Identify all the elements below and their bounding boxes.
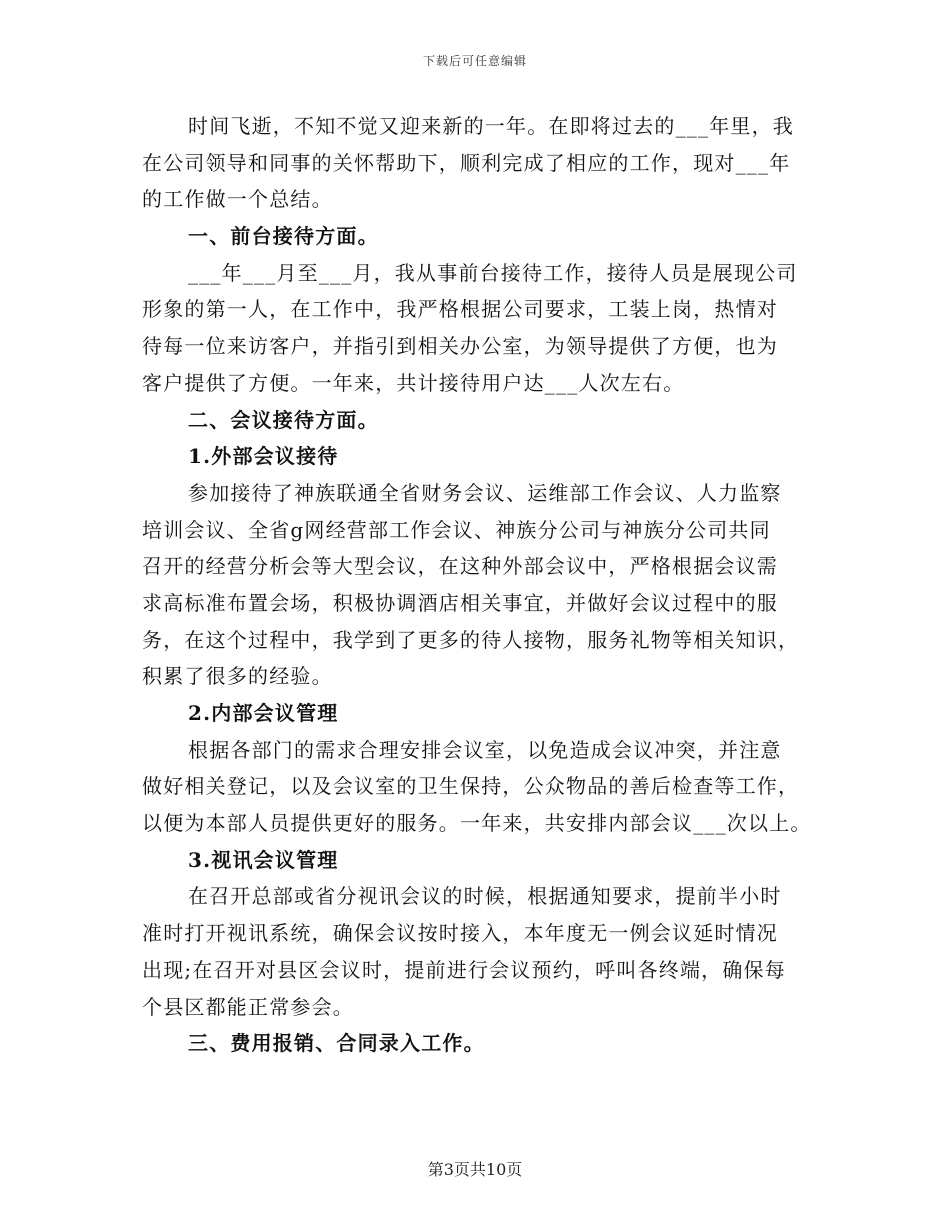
paragraph-line: 以便为本部人员提供更好的服务。一年来，共安排内部会议___次以上。 <box>142 811 812 836</box>
paragraph-line: 做好相关登记，以及会议室的卫生保持，公众物品的善后检查等工作， <box>142 774 800 799</box>
paragraph-line: 客户提供了方便。一年来，共计接待用户达___人次左右。 <box>142 370 685 395</box>
subsection-heading: 1.外部会议接待 <box>188 444 339 469</box>
paragraph-line: 召开的经营分析会等大型会议，在这种外部会议中，严格根据会议需 <box>142 554 778 579</box>
paragraph-line: 待每一位来访客户，并指引到相关办公室，为领导提供了方便，也为 <box>142 334 778 359</box>
section-heading: 一、前台接待方面。 <box>188 224 379 249</box>
paragraph-line: 准时打开视讯系统，确保会议按时接入，本年度无一例会议延时情况 <box>142 921 778 946</box>
paragraph-line: 积累了很多的经验。 <box>142 664 333 689</box>
section-heading: 二、会议接待方面。 <box>188 407 379 432</box>
subsection-heading: 3.视讯会议管理 <box>188 847 339 872</box>
paragraph-line: 在公司领导和同事的关怀帮助下，顺利完成了相应的工作，现对___年 <box>142 150 791 175</box>
paragraph-line: 参加接待了神族联通全省财务会议、运维部工作会议、人力监察 <box>188 480 782 505</box>
document-body <box>142 108 822 1062</box>
paragraph-line: 务，在这个过程中，我学到了更多的待人接物，服务礼物等相关知识， <box>142 627 800 652</box>
paragraph-line: 在召开总部或省分视讯会议的时候，根据通知要求，提前半小时 <box>188 884 782 909</box>
paragraph-line: 个县区都能正常参会。 <box>142 994 354 1019</box>
paragraph-line: 根据各部门的需求合理安排会议室，以免造成会议冲突，并注意 <box>188 737 782 762</box>
paragraph-line: 的工作做一个总结。 <box>142 187 333 212</box>
paragraph-line: 形象的第一人，在工作中，我严格根据公司要求，工装上岗，热情对 <box>142 297 778 322</box>
paragraph-line: 培训会议、全省g网经营部工作会议、神族分公司与神族分公司共同 <box>142 517 771 542</box>
page-header: 下载后可任意编辑 <box>422 54 527 68</box>
paragraph-line: ___年___月至___月，我从事前台接待工作，接待人员是展现公司 <box>188 260 798 285</box>
paragraph-line: 时间飞逝，不知不觉又迎来新的一年。在即将过去的___年里，我 <box>188 114 794 138</box>
paragraph-line: 出现;在召开对县区会议时，提前进行会议预约，呼叫各终端，确保每 <box>142 957 786 982</box>
page-number: 第3页共10页 <box>427 1160 523 1179</box>
subsection-heading: 2.内部会议管理 <box>188 701 339 725</box>
section-heading: 三、费用报销、合同录入工作。 <box>188 1031 485 1056</box>
paragraph-line: 求高标准布置会场，积极协调酒店相关事宜，并做好会议过程中的服 <box>142 590 778 615</box>
